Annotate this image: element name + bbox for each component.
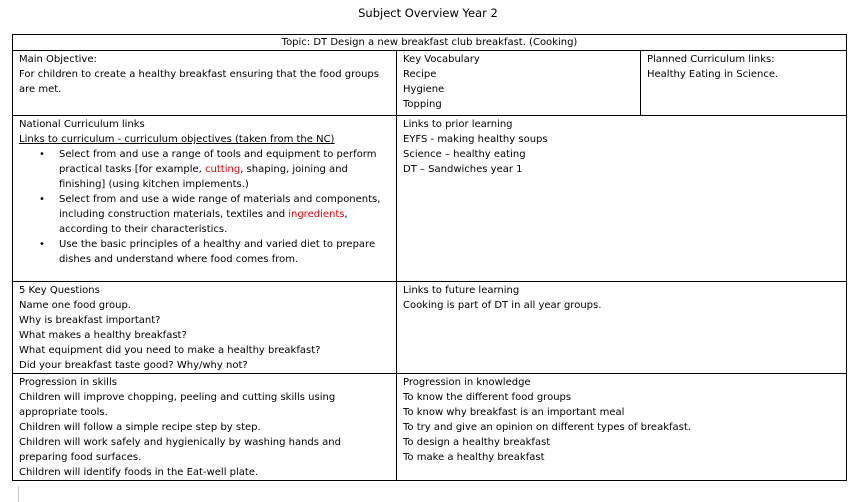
main-objective-cell (13, 51, 397, 116)
vocab-item: Recipe (403, 69, 437, 80)
knowledge-item: To make a healthy breakfast (403, 452, 545, 463)
future-learning-text: Cooking is part of DT in all year groups. (403, 300, 602, 311)
questions-row (13, 282, 847, 374)
topic-row (13, 35, 847, 51)
future-learning-cell (397, 282, 847, 374)
nc-objectives-list (19, 147, 391, 267)
vocab-item: Hygiene (403, 84, 445, 95)
objectives-row (13, 51, 847, 116)
key-questions-heading: 5 Key Questions (19, 285, 100, 296)
subject-overview-table (12, 34, 847, 481)
knowledge-item: To know the different food groups (403, 392, 572, 403)
nc-subheading: Links to curriculum - curriculum objectives (taken from the NC) (19, 134, 335, 145)
prior-learning-heading: Links to prior learning (403, 119, 513, 130)
key-questions-cell (13, 282, 397, 374)
key-question: Why is breakfast important? (19, 315, 161, 326)
key-question: Name one food group. (19, 300, 131, 311)
nc-objective-text: , according to their characteristics. (59, 209, 348, 235)
skill-item: Children will improve chopping, peeling and cutting skills using appropriate tools. (19, 392, 336, 418)
national-curriculum-cell (13, 116, 397, 282)
knowledge-item: To design a healthy breakfast (403, 437, 551, 448)
knowledge-item: To know why breakfast is an important meal (403, 407, 625, 418)
key-question: Did your breakfast taste good? Why/why not? (19, 360, 248, 371)
prior-learning-item: EYFS - making healthy soups (403, 134, 548, 145)
vocab-item: Topping (403, 99, 442, 110)
progression-skills-cell (13, 374, 397, 481)
key-vocabulary-cell (397, 51, 641, 116)
nc-objective-item: • Use the basic principles of a healthy and varied diet to prepare dishes and understand where food comes from. (59, 237, 391, 267)
main-objective-text: For children to create a healthy breakfast ensuring that the food groups are met. (19, 69, 379, 95)
prior-learning-cell (397, 116, 847, 282)
nc-heading: National Curriculum links (19, 119, 145, 130)
progression-row (13, 374, 847, 481)
page-margin-line (18, 486, 19, 502)
curriculum-row (13, 116, 847, 282)
nc-objective-item (59, 192, 391, 237)
planned-links-heading: Planned Curriculum links: (647, 54, 775, 65)
highlighted-keyword: cutting (205, 164, 241, 175)
nc-objective-text: Select from and use a wide range of materials and components, including construction materials, textiles and (59, 194, 381, 220)
highlighted-keyword: ingredients (288, 209, 345, 220)
progression-knowledge-heading: Progression in knowledge (403, 377, 531, 388)
progression-skills-heading: Progression in skills (19, 377, 117, 388)
key-question: What makes a healthy breakfast? (19, 330, 187, 341)
planned-links-text: Healthy Eating in Science. (647, 69, 779, 80)
nc-objective-text: , shaping, joining and finishing] (using kitchen implements.) (59, 164, 348, 190)
knowledge-item: To try and give an opinion on different types of breakfast. (403, 422, 691, 433)
prior-learning-item: Science – healthy eating (403, 149, 526, 160)
skill-item: Children will work safely and hygienically by washing hands and preparing food surfaces. (19, 437, 341, 463)
prior-learning-item: DT – Sandwiches year 1 (403, 164, 523, 175)
page-title: Subject Overview Year 2 (358, 6, 498, 20)
skill-item: Children will follow a simple recipe step by step. (19, 422, 261, 433)
skill-item: Children will identify foods in the Eat-well plate. (19, 467, 259, 478)
progression-knowledge-cell (397, 374, 847, 481)
key-question: What equipment did you need to make a healthy breakfast? (19, 345, 321, 356)
future-learning-heading: Links to future learning (403, 285, 520, 296)
key-vocabulary-heading: Key Vocabulary (403, 54, 480, 65)
planned-links-cell (641, 51, 847, 116)
nc-objective-item (59, 147, 391, 192)
nc-objective-text: Select from and use a range of tools and equipment to perform practical tasks [for example, (59, 149, 377, 175)
main-objective-heading: Main Objective: (19, 54, 97, 65)
topic-cell: Topic: DT Design a new breakfast club breakfast. (Cooking) (13, 35, 847, 51)
